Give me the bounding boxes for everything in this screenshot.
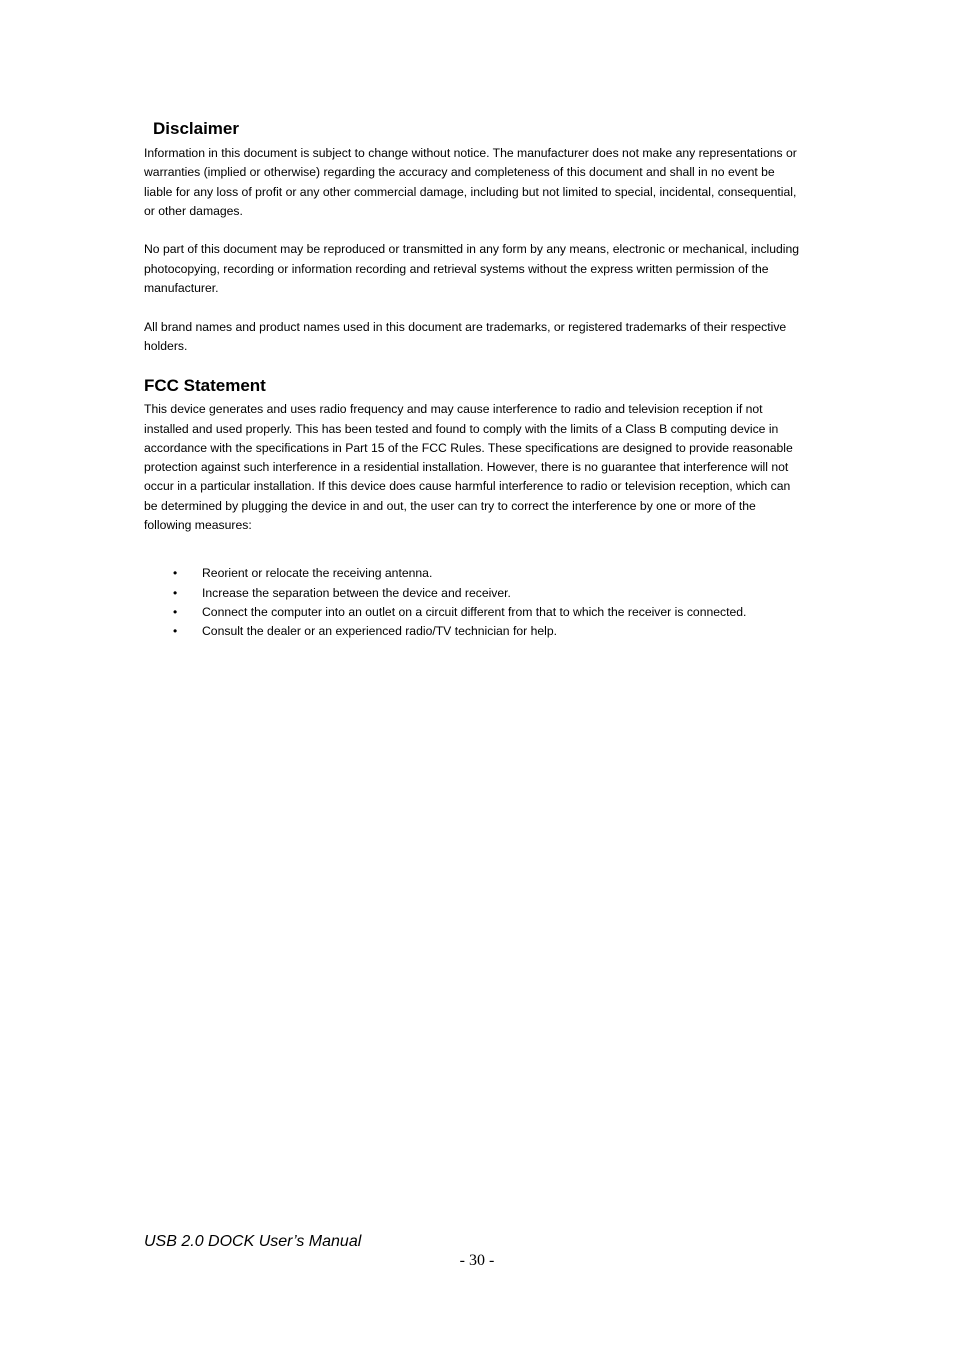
fcc-measures-list bbox=[144, 564, 806, 641]
disclaimer-paragraph-3: All brand names and product names used in this document are trademarks, or registered trademarks of their respective holders. bbox=[144, 319, 787, 353]
disclaimer-paragraph-1: Information in this document is subject to change without notice. The manufacturer does not make any representations or warranties (implied or otherwise) regarding the accuracy and completeness of this document and shall in no event be liable for any loss of profit or any other commercial damage, including but not limited to special, incidental, consequential, or other damages. bbox=[144, 146, 797, 218]
list-item bbox=[144, 622, 806, 641]
list-item bbox=[144, 603, 806, 622]
list-item-text: Increase the separation between the device and receiver. bbox=[202, 585, 511, 600]
list-item bbox=[144, 584, 806, 603]
bullet-icon: • bbox=[173, 585, 178, 600]
bullet-icon: • bbox=[173, 624, 178, 639]
disclaimer-paragraph-2: No part of this document may be reproduced or transmitted in any form by any means, electronic or mechanical, including photocopying, recording or information recording and retrieval systems without the express written permission of the manufacturer. bbox=[144, 242, 800, 296]
bullet-icon: • bbox=[173, 566, 178, 581]
footer-manual-title: USB 2.0 DOCK User’s Manual bbox=[144, 1233, 362, 1250]
bullet-icon: • bbox=[173, 604, 178, 619]
fcc-paragraph: This device generates and uses radio frequency and may cause interference to radio and television reception if not installed and used properly. This has been tested and found to comply with the limits of a Class B computing device in accordance with the specifications in Part 15 of the FCC Rules. These specifications are designed to provide reasonable protection against such interference in a residential installation. However, there is no guarantee that interference will not occur in a particular installation. If this device does cause harmful interference to radio or television reception, which can be determined by plugging the device in and out, the user can try to correct the interference by one or more of the following measures: bbox=[144, 402, 793, 533]
disclaimer-heading: Disclaimer bbox=[153, 119, 239, 138]
page-number: - 30 - bbox=[459, 1252, 495, 1269]
list-item bbox=[144, 564, 806, 583]
fcc-heading: FCC Statement bbox=[144, 376, 266, 396]
document-body bbox=[144, 118, 806, 642]
list-item-text: Consult the dealer or an experienced radio/TV technician for help. bbox=[202, 624, 558, 639]
list-item-text: Reorient or relocate the receiving antenna. bbox=[202, 566, 433, 581]
list-item-text: Connect the computer into an outlet on a circuit different from that to which the receiver is connected. bbox=[202, 604, 747, 619]
